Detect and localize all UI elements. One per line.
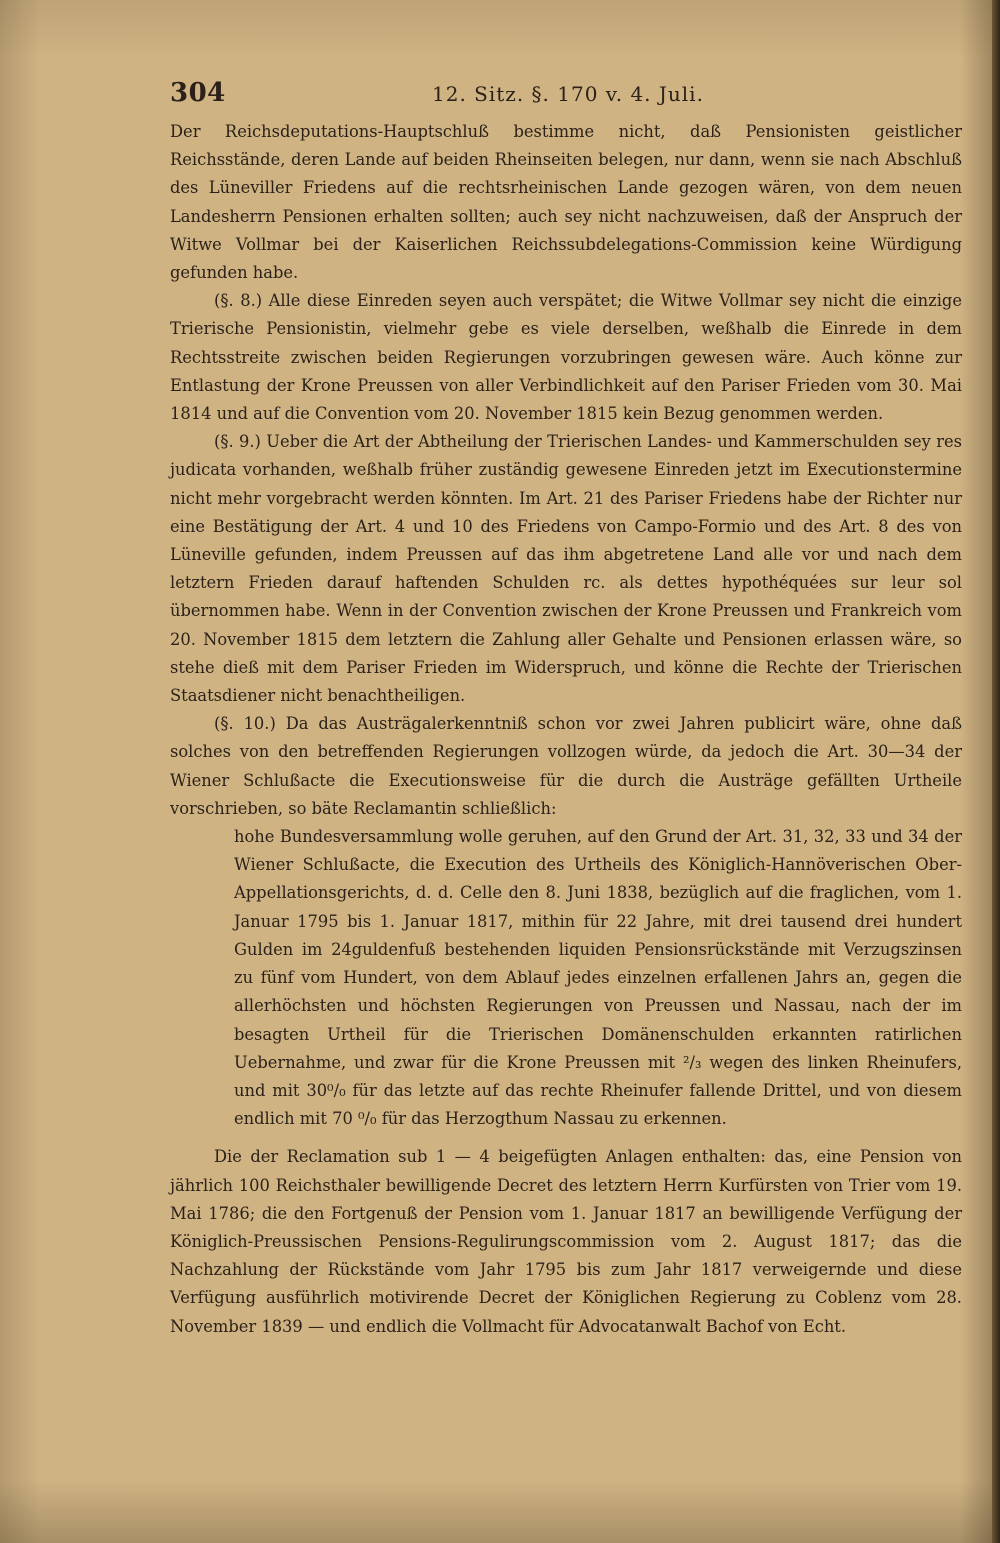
- petition-block: hohe Bundesversammlung wolle geruhen, auf den Grund der Art. 31, 32, 33 und 34 der Wiener Schlußacte, die Execution des Urtheils des Königlich-Hannöverischen Ober-Appellationsgerichts, d. d. Celle den 8. Juni 1838, bezüglich auf die fraglichen, vom 1. Januar 1795 bis 1. Januar 1817, mithin für 22 Jahre, mit drei tausend drei hundert Gulden im 24guldenfuß bestehenden liquiden Pensionsrückstände mit Verzugszinsen zu fünf vom Hundert, von dem Ablauf jedes einzelnen erfallenen Jahrs an, gegen die allerhöchsten und höchsten Regierungen von Preussen und Nassau, nach der im besagten Urtheil für die Trierischen Domänenschulden erkannten ratirlichen Uebernahme, und zwar für die Krone Preussen mit ²/₃ wegen des linken Rheinufers, und mit 30⁰/₀ für das letzte auf das rechte Rheinufer fallende Drittel, und von diesem endlich mit 70 ⁰/₀ für das Herzogthum Nassau zu erkennen.: [234, 827, 962, 1129]
- paragraph-section-8: (§. 8.) Alle diese Einreden seyen auch verspätet; die Witwe Vollmar sey nicht die einzige Trierische Pensionistin, vielmehr gebe es viele derselben, weßhalb die Einrede in dem Rechtsstreite zwischen beiden Regierungen vorzubringen gewesen wäre. Auch könne zur Entlastung der Krone Preussen von aller Verbindlichkeit auf den Pariser Frieden vom 30. Mai 1814 und auf die Convention vom 20. November 1815 kein Bezug genommen werden.: [170, 291, 962, 424]
- paragraph-section-9: (§. 9.) Ueber die Art der Abtheilung der Trierischen Landes- und Kammerschulden sey res judicata vorhanden, weßhalb früher zuständig gewesene Einreden jetzt im Executionstermine nicht mehr vorgebracht werden könnten. Im Art. 21 des Pariser Friedens habe der Richter nur eine Bestätigung der Art. 4 und 10 des Friedens von Campo-Formio und des Art. 8 des von Lüneville gefunden, indem Preussen auf das ihm abgetretene Land alle vor und nach dem letztern Frieden darauf haftenden Schulden rc. als dettes hypothéquées sur leur sol übernommen habe. Wenn in der Convention zwischen der Krone Preussen und Frankreich vom 20. November 1815 dem letztern die Zahlung aller Gehalte und Pensionen erlassen wäre, so stehe dieß mit dem Pariser Frieden im Widerspruch, und könne die Rechte der Trierischen Staatsdiener nicht benachtheiligen.: [170, 432, 962, 706]
- paragraph-section-10: (§. 10.) Da das Austrägalerkenntniß schon vor zwei Jahren publicirt wäre, ohne daß solches von den betreffenden Regierungen vollzogen würde, da jedoch die Art. 30—34 der Wiener Schlußacte die Executionsweise für die durch die Austräge gefällten Urtheile vorschrieben, so bäte Reclamantin schließlich:: [170, 714, 962, 818]
- page-number: 304: [170, 78, 226, 108]
- paragraph-annexes: Die der Reclamation sub 1 — 4 beigefügten Anlagen enthalten: das, eine Pension von jährlich 100 Reichsthaler bewilligende Decret des letztern Herrn Kurfürsten von Trier vom 19. Mai 1786; die den Fortgenuß der Pension vom 1. Januar 1817 an bewilligende Verfügung der Königlich-Preussischen Pensions-Regulirungscommission vom 2. August 1817; das die Nachzahlung der Rückstände vom Jahr 1795 bis zum Jahr 1817 verweigernde und diese Verfügung ausführlich motivirende Decret der Königlichen Regierung zu Coblenz vom 28. November 1839 — und endlich die Vollmacht für Advocatanwalt Bachof von Echt.: [170, 1147, 962, 1336]
- running-head: 12. Sitz. §. 170 v. 4. Juli.: [432, 82, 704, 106]
- paragraph-gap: [170, 1133, 962, 1143]
- page-header: [170, 78, 962, 118]
- page-body: [170, 118, 962, 1341]
- page: [170, 78, 962, 1341]
- paragraph-reichsdeputation: Der Reichsdeputations-Hauptschluß bestimme nicht, daß Pensionisten geistlicher Reichsstände, deren Lande auf beiden Rheinseiten belegen, nur dann, wenn sie nach Abschluß des Lüneviller Friedens auf die rechtsrheinischen Lande gezogen wären, von dem neuen Landesherrn Pensionen erhalten sollten; auch sey nicht nachzuweisen, daß der Anspruch der Witwe Vollmar bei der Kaiserlichen Reichssubdelegations-Commission keine Würdigung gefunden habe.: [170, 122, 962, 283]
- book-spine-shadow: [992, 0, 1000, 1543]
